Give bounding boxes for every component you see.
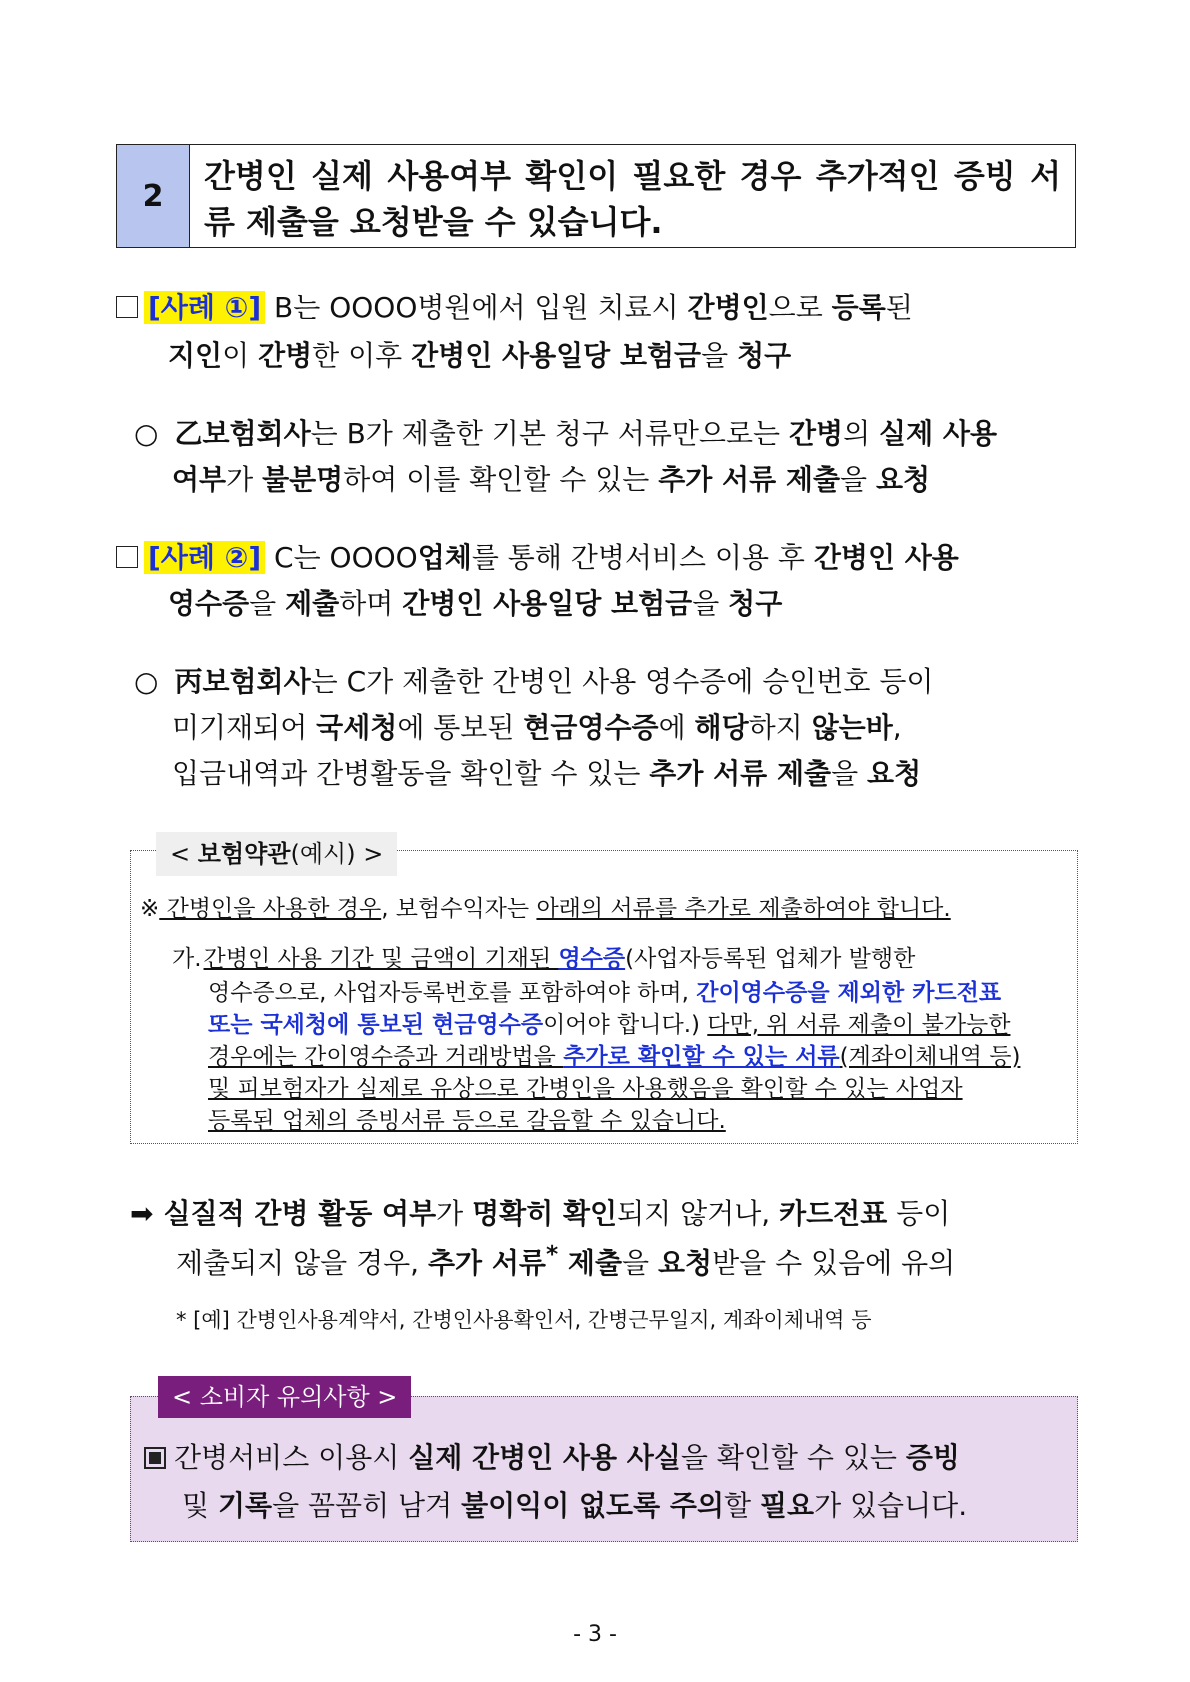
case2-tag: [사례 ②] [144,541,265,574]
case1-detail-bold: 여부 [172,463,227,496]
case2-line1 [116,536,959,576]
notice-bold: 필요 [759,1489,815,1522]
notice-bold: 실제 간병인 사용 사실 [408,1441,681,1474]
notice-text: 을 확인할 수 있는 [680,1441,906,1474]
terms-text: (계좌이체내역 등) [839,1044,1021,1070]
terms-text: 다만, 위 서류 제출이 불가능한 [707,1012,1011,1038]
conclusion-line2 [176,1240,955,1281]
consumer-notice-tab: < 소비자 유의사항 > [158,1376,411,1418]
case1-text: B는 OOOO병원에서 입원 치료시 [265,291,688,324]
case1-text: 을 [701,339,738,372]
case2-detail-bold: 추가 서류 제출 [649,757,832,790]
case1-bold: 청구 [737,339,792,372]
terms-text: (사업자등록된 업체가 발행한 [625,946,916,972]
case1-line1 [116,286,913,326]
page-number: - 3 - [573,1622,617,1647]
note-mark-icon: ※ [140,896,160,922]
case1-detail-bold: 추가 서류 제출 [658,463,840,496]
case2-bold: 제출 [285,587,340,620]
terms-item-line4 [208,1038,1020,1071]
terms-tab [156,832,397,876]
case2-detail-bold: 않는바 [811,711,893,744]
case2-detail-line1 [134,660,933,700]
case2-detail-line3 [172,752,921,792]
notice-text: 할 [724,1489,760,1522]
case2-line2 [168,582,782,622]
case1-detail-bold: 실제 사용 [879,417,997,450]
notice-line1 [144,1436,960,1476]
terms-highlight: 영수증 [558,946,626,972]
notice-text: 및 [182,1489,218,1522]
checkbox-icon [116,546,138,568]
conclusion-bold: 추가 서류 [428,1246,546,1280]
case1-detail-text: 는 B가 제출한 기본 청구 서류만으로는 [310,417,789,450]
terms-tab-text: < [170,840,198,868]
conclusion-text: 제출되지 않을 경우, [176,1246,428,1280]
case2-detail-text: 하지 [748,711,812,744]
case1-detail-text: 가 [226,463,263,496]
notice-bold: 기록 [217,1489,273,1522]
case1-detail-bold: 불분명 [262,463,344,496]
terms-note [140,890,951,923]
notice-bold: 증빙 [905,1441,960,1474]
case2-bold: 청구 [728,587,783,620]
case2-detail-bold: 요청 [867,757,922,790]
terms-item-line6: 등록된 업체의 증빙서류 등으로 갈음할 수 있습니다. [208,1108,726,1134]
conclusion-text: 을 [622,1246,658,1280]
case2-bold: 간병인 사용 [813,541,959,574]
conclusion-line1 [130,1192,950,1232]
section-number: 2 [117,145,190,247]
case1-text: 된 [885,291,913,324]
case2-detail-text: 을 [831,757,868,790]
terms-item-line5: 및 피보험자가 실제로 유상으로 간병인을 사용했음을 확인할 수 있는 사업자 [208,1076,963,1102]
case1-text: 으로 [768,291,832,324]
terms-tab-text: (예시) > [290,840,384,868]
case1-text: 이 [222,339,259,372]
notice-text: 가 있습니다. [814,1489,968,1522]
case2-detail-text: , [892,711,902,744]
notice-text: 간병서비스 이용시 [174,1441,409,1474]
terms-item-line2 [208,974,1001,1007]
case2-detail-line2 [172,706,902,746]
checkbox-icon [116,296,138,318]
case2-detail-bold: 국세청 [316,711,398,744]
section-header [116,144,1076,248]
case1-detail-bold: 乙보험회사 [174,417,311,450]
notice-bold: 불이익이 없도록 주의 [461,1489,724,1522]
terms-highlight: 간이영수증을 제외한 카드전표 [696,980,1002,1006]
terms-tab-title: 보험약관 [197,840,291,868]
terms-text: 영수증으로, 사업자등록번호를 포함하여야 하며, [208,980,697,1006]
case2-detail-text: 에 [658,711,695,744]
case2-detail-text: 에 통보된 [397,711,524,744]
terms-note-text: 간병인을 사용한 경우 [159,896,382,922]
case2-text: 하며 [339,587,403,620]
case1-detail-text: 을 [840,463,876,496]
case1-detail-bold: 요청 [875,463,931,496]
case2-detail-bold: 해당 [694,711,749,744]
terms-text: 이어야 합니다.) [543,1012,708,1038]
footnote: * [예] 간병인사용계약서, 간병인사용확인서, 간병근무일지, 계좌이체내역 등 [176,1308,872,1332]
case1-bold: 지인 [168,339,223,372]
case2-bold: 간병인 사용일당 보험금 [402,587,693,620]
case2-text: 을 [249,587,286,620]
conclusion-bold: 요청 [657,1246,713,1280]
conclusion-text: 가 [436,1197,473,1230]
case1-detail-text: 하여 이를 확인할 수 있는 [343,463,659,496]
case1-detail-line1 [134,412,997,452]
case1-bold: 간병인 사용일당 보험금 [411,339,702,372]
bullet-icon: ○ [134,665,159,698]
case1-tag: [사례 ①] [144,291,265,324]
case2-detail-bold: 丙보험회사 [174,665,311,698]
conclusion-bold: 실질적 간병 활동 여부 [163,1197,437,1230]
terms-text: 간병인 사용 기간 및 금액이 기재된 [203,946,559,972]
case1-bold: 등록 [831,291,886,324]
terms-highlight: 또는 국세청에 통보된 현금영수증 [208,1012,544,1038]
terms-note-text: 아래의 서류를 추가로 제출하여야 합니다. [536,896,951,922]
conclusion-text: 등이 [887,1197,951,1230]
conclusion-bold: 제출 [558,1246,623,1280]
terms-item-line1 [172,940,915,973]
terms-text: 경우에는 간이영수증과 거래방법을 [208,1044,564,1070]
notice-line2 [182,1484,967,1524]
case2-detail-text: 입금내역과 간병활동을 확인할 수 있는 [172,757,650,790]
case1-bold: 간병 [258,339,313,372]
footnote-marker: * [545,1240,559,1268]
notice-text: 을 꼼꼼히 남겨 [272,1489,462,1522]
terms-item-line3 [208,1006,1010,1039]
terms-highlight: 추가로 확인할 수 있는 서류 [563,1044,840,1070]
case2-text: C는 OOOO [265,541,418,574]
case1-detail-text: 의 [843,417,880,450]
case2-bold: 영수증 [168,587,250,620]
case1-line2 [168,334,791,374]
case1-bold: 간병인 [687,291,769,324]
square-bullet-icon [144,1447,166,1469]
case2-bold: 업체 [417,541,472,574]
conclusion-text: 받을 수 있음에 유의 [712,1246,956,1280]
case2-detail-text: 미기재되어 [172,711,317,744]
conclusion-bold: 카드전표 [779,1197,888,1230]
case2-text: 을 [692,587,729,620]
bullet-icon: ○ [134,417,159,450]
conclusion-bold: 명확히 확인 [472,1197,618,1230]
case2-detail-text: 는 C가 제출한 간병인 사용 영수증에 승인번호 등이 [310,665,934,698]
case2-text: 를 통해 간병서비스 이용 후 [471,541,814,574]
case1-detail-bold: 간병 [788,417,844,450]
terms-item-label: 가. [172,946,202,972]
arrow-right-icon: ➡ [130,1197,154,1230]
section-title: 간병인 실제 사용여부 확인이 필요한 경우 추가적인 증빙 서류 제출을 요청받을 수 있습니다. [204,157,1061,241]
case1-detail-line2 [172,458,930,498]
terms-note-text: , 보험수익자는 [381,896,537,922]
conclusion-text: 되지 않거나, [617,1197,780,1230]
case1-text: 한 이후 [312,339,412,372]
case2-detail-bold: 현금영수증 [523,711,659,744]
